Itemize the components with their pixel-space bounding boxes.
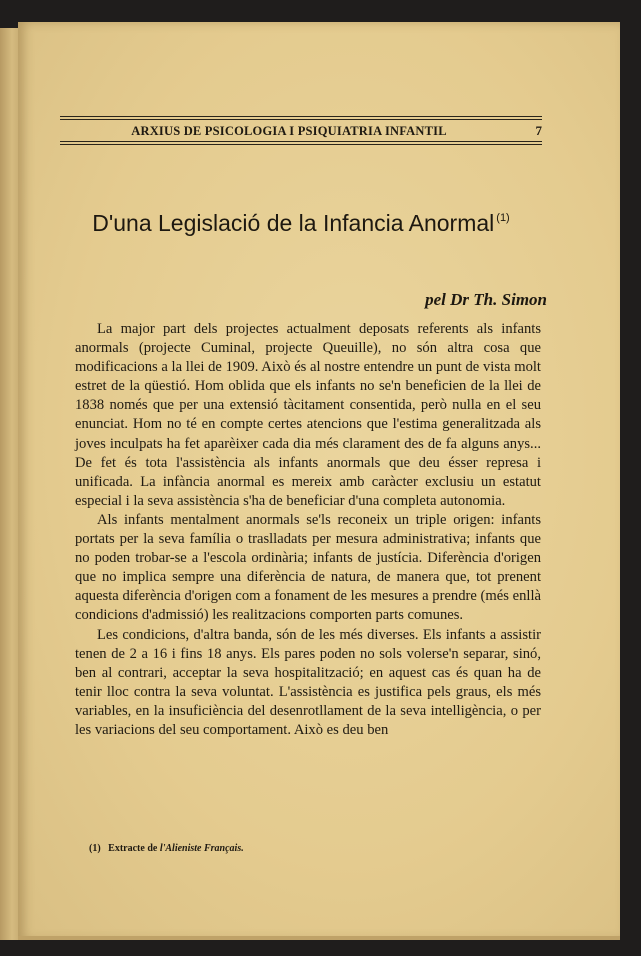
- header-row: [60, 120, 542, 141]
- title-footnote-marker: (1): [496, 212, 510, 224]
- article-body: [75, 320, 541, 740]
- paragraph-1: La major part dels projectes actualment deposats referents als infants anormals (projecte Cuminal, projecte Queuille), no són altra cosa que modificacions a la llei de 1909. Això és al nostre entendre un punt de vista molt estret de la qüestió. Hom oblida que els infants no se'n beneficien de la llei de 1838 només que per una extensió tàcitament consentida, però nulla en el seu enunciat. Hom no té en compte certes atencions que l'estima generalitzada als joves inculpats ha fet aparèixer cada dia més clarament des de fa alguns anys... De fet és tota l'assistència als infants anormals que deu ésser represa i unificada. La infància anormal es mereix amb caràcter exclusiu un estatut especial i la seva assistència s'ha de beneficiar d'una completa autonomia.: [75, 321, 541, 509]
- page-bottom-edge: [18, 936, 620, 940]
- footnote-marker: (1): [89, 843, 101, 854]
- header-top-rule: [60, 116, 542, 117]
- article-title: [60, 210, 542, 237]
- header-bottom-rule-thin: [60, 144, 542, 145]
- footnote: [89, 843, 244, 854]
- page-number: 7: [535, 123, 542, 138]
- facing-page-edge: [0, 28, 20, 940]
- journal-title: ARXIUS DE PSICOLOGIA I PSIQUIATRIA INFANTIL: [131, 123, 447, 138]
- running-header: [60, 116, 542, 145]
- header-bottom-rule: [60, 141, 542, 142]
- footnote-source: l'Alieniste Français.: [159, 843, 244, 854]
- author-byline: pel Dr Th. Simon: [425, 290, 547, 309]
- paragraph-3: Les condicions, d'altra banda, són de les més diverses. Els infants a assistir tenen de 2 a 16 i fins 18 anys. Els pares poden no sols volerse'n separar, sinó, ben al contrari, acceptar la seva hospitalització; en aquest cas és quan ha de tenir lloc contra la seva voluntat. L'assistència es justifica pels graus, els més variables, en la insuficiència del desenrotllament de la seva intelligència, o per les variacions del seu comportament. Això es deu ben: [75, 626, 541, 738]
- paragraph-2: Als infants mentalment anormals se'ls reconeix un triple origen: infants portats per la seva família o traslladats per mesura administrativa; infants que no poden trobar-se a l'escola ordinària; infants de justícia. Diferència d'origen que no implica sempre una diferència de natura, de manera que, tot prenent aquesta diferència d'origen com a fonament de les mesures a prendre (més enllà condicions d'admissió) les realitzacions comporten parts comunes.: [75, 511, 541, 624]
- footnote-text: Extracte de: [108, 843, 158, 854]
- article-title-text: D'una Legislació de la Infancia Anormal: [92, 210, 495, 236]
